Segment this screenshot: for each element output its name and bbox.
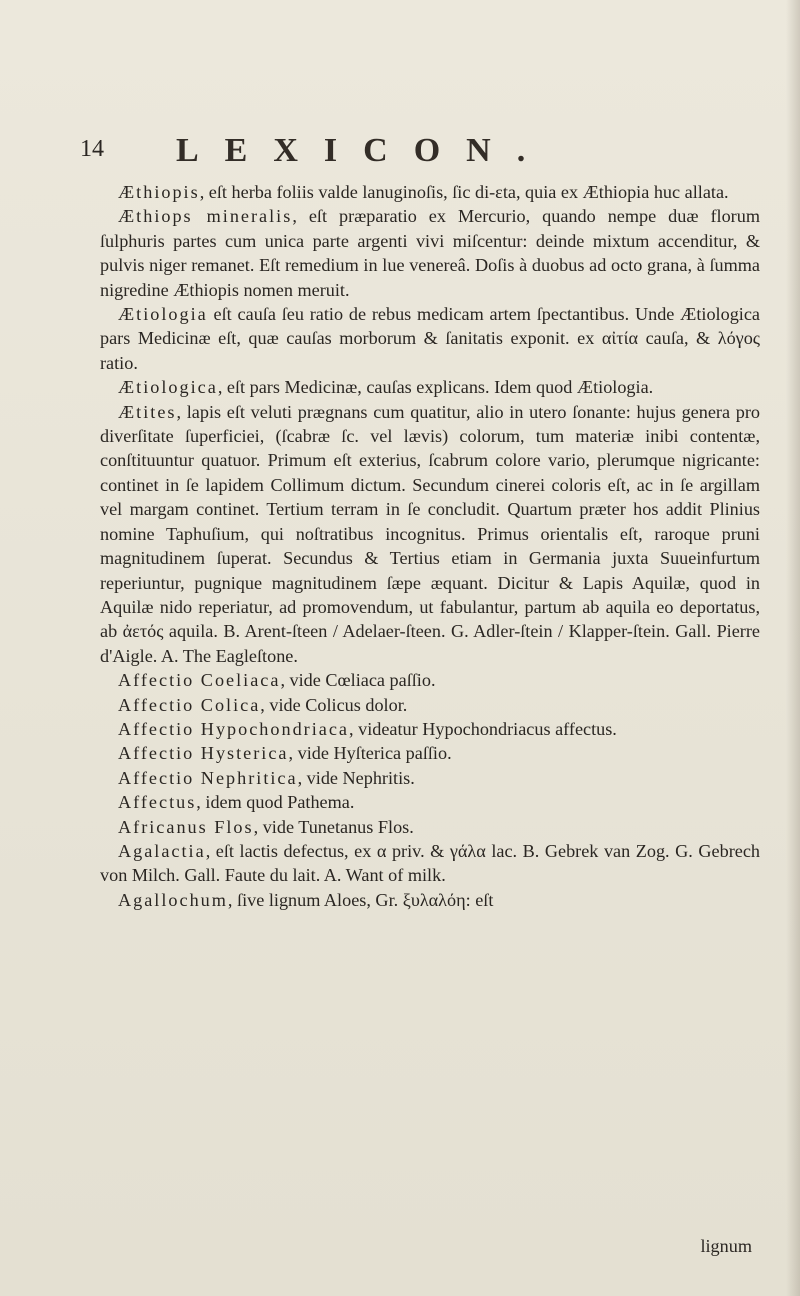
entry-affectio-hypochondriaca <box>100 717 760 741</box>
entry-text: , vide Hyſterica paſſio. <box>288 743 452 764</box>
entry-affectus <box>100 790 760 814</box>
entry-text: , vide Colicus dolor. <box>260 694 408 715</box>
entry-africanus-flos <box>100 815 760 839</box>
entry-text: , ſive lignum Aloes, Gr. ξυλαλόη: eſt <box>227 889 494 910</box>
entry-aetiologia <box>100 302 760 375</box>
entry-text: , eſt lactis defectus, ex α priv. & γάλα lac. B. Gebrek van Zog. G. Gebrech von Milch. Gall. Faute du lait. A. Want of milk. <box>100 840 760 886</box>
entry-aethiopis <box>100 180 760 204</box>
catchword: lignum <box>700 1236 752 1256</box>
entry-affectio-colica <box>100 693 760 717</box>
entry-text: , vide Cœliaca paſſio. <box>280 670 436 691</box>
entry-head: Ætiologia <box>118 304 208 325</box>
entry-head: Affectio Nephritica <box>118 767 298 788</box>
entry-head: Agallochum <box>118 889 228 910</box>
entry-agalactia <box>100 839 760 888</box>
entry-text: , idem quod Pathema. <box>196 792 355 813</box>
entry-text: , vide Nephritis. <box>297 767 415 788</box>
entry-head: Affectio Hypochondriaca <box>118 718 350 739</box>
entry-text: , eſt præparatio ex Mercurio, quando nempe duæ florum ſulphuris partes cum unica parte argenti vivi miſcentur: deinde mixtum accenditur, & pulvis niger remanet. Eſt remedium in lue venereâ. Doſis à duobus ad octo grana, à ſumma nigredine Æthiopis nomen meruit. <box>100 206 760 300</box>
entry-head: Æthiops mineralis <box>118 206 293 227</box>
entry-head: Affectio Coeliaca <box>118 670 281 691</box>
entry-text: , vide Tunetanus Flos. <box>253 816 414 837</box>
entry-head: Agalactia <box>118 840 206 861</box>
entry-aethiops-mineralis <box>100 204 760 302</box>
entry-head: Affectio Colica <box>118 694 261 715</box>
entry-text: , eſt herba foliis valde lanuginoſis, ſic di-ɛta, quia ex Æthiopia huc allata. <box>199 182 729 202</box>
page-number: 14 <box>80 136 104 162</box>
entry-head: Ætiologica <box>118 377 218 398</box>
entry-aetites <box>100 400 760 668</box>
entry-text: , lapis eſt veluti prægnans cum quatitur, alio in utero ſonante: hujus genera pro diverſitate ſuperficiei, (ſcabræ ſc. vel lævis) colorum, tum materiæ inibi contentæ, conſtituuntur quatuor. Primum eſt exterius, ſcabrum colore vario, plerumque nigricante: continet in ſe lapidem Collimum dictum. Secundum cinerei coloris eſt, ac in ſe argillam vel margam continet. Tertium terram in ſe concludit. Quartum præter hos addit Plinius nomine Taphuſium, qui noſtratibus incognitus. Primus orientalis eſt, raroque pruni magnitudinem ſuperat. Secundus & Tertius etiam in Germania juxta Suueinfurtum reperiuntur, pugnique magnitudinem ſæpe æquant. Dicitur & Lapis Aquilæ, quod in Aquilæ nido reperiatur, ad promovendum, ut fabulantur, partum ab aquila eo deportatus, ab ἀετός aquila. B. Arent-ſteen / Adelaer-ſteen. G. Adler-ſtein / Klapper-ſtein. Gall. Pierre d'Aigle. A. The Eagleſtone. <box>100 401 760 666</box>
entry-agallochum <box>100 888 760 912</box>
entry-affectio-coeliaca <box>100 668 760 692</box>
entry-text: eſt cauſa ſeu ratio de rebus medicam artem ſpectantibus. Unde Ætiologica pars Medicinæ eſt, quæ cauſas morborum & ſanitatis exponit. ex αἰτία cauſa, & λόγος ratio. <box>100 304 760 373</box>
page-edge-shadow <box>786 0 800 1296</box>
entry-head: Affectio Hysterica <box>118 743 289 764</box>
entry-head: Ætites <box>118 401 177 422</box>
entry-head: Affectus <box>118 792 197 813</box>
entry-text: , videatur Hypochondriacus affectus. <box>349 718 617 739</box>
entry-text: , eſt pars Medicinæ, cauſas explicans. Idem quod Ætiologia. <box>217 377 654 398</box>
running-head: LEXICON. <box>176 132 552 169</box>
dictionary-entries <box>100 180 760 912</box>
entry-affectio-hysterica <box>100 741 760 765</box>
entry-affectio-nephritica <box>100 766 760 790</box>
entry-head: Æthiopis <box>118 182 200 202</box>
entry-aetiologica <box>100 375 760 399</box>
page-header <box>80 132 720 172</box>
entry-head: Africanus Flos <box>118 816 254 837</box>
